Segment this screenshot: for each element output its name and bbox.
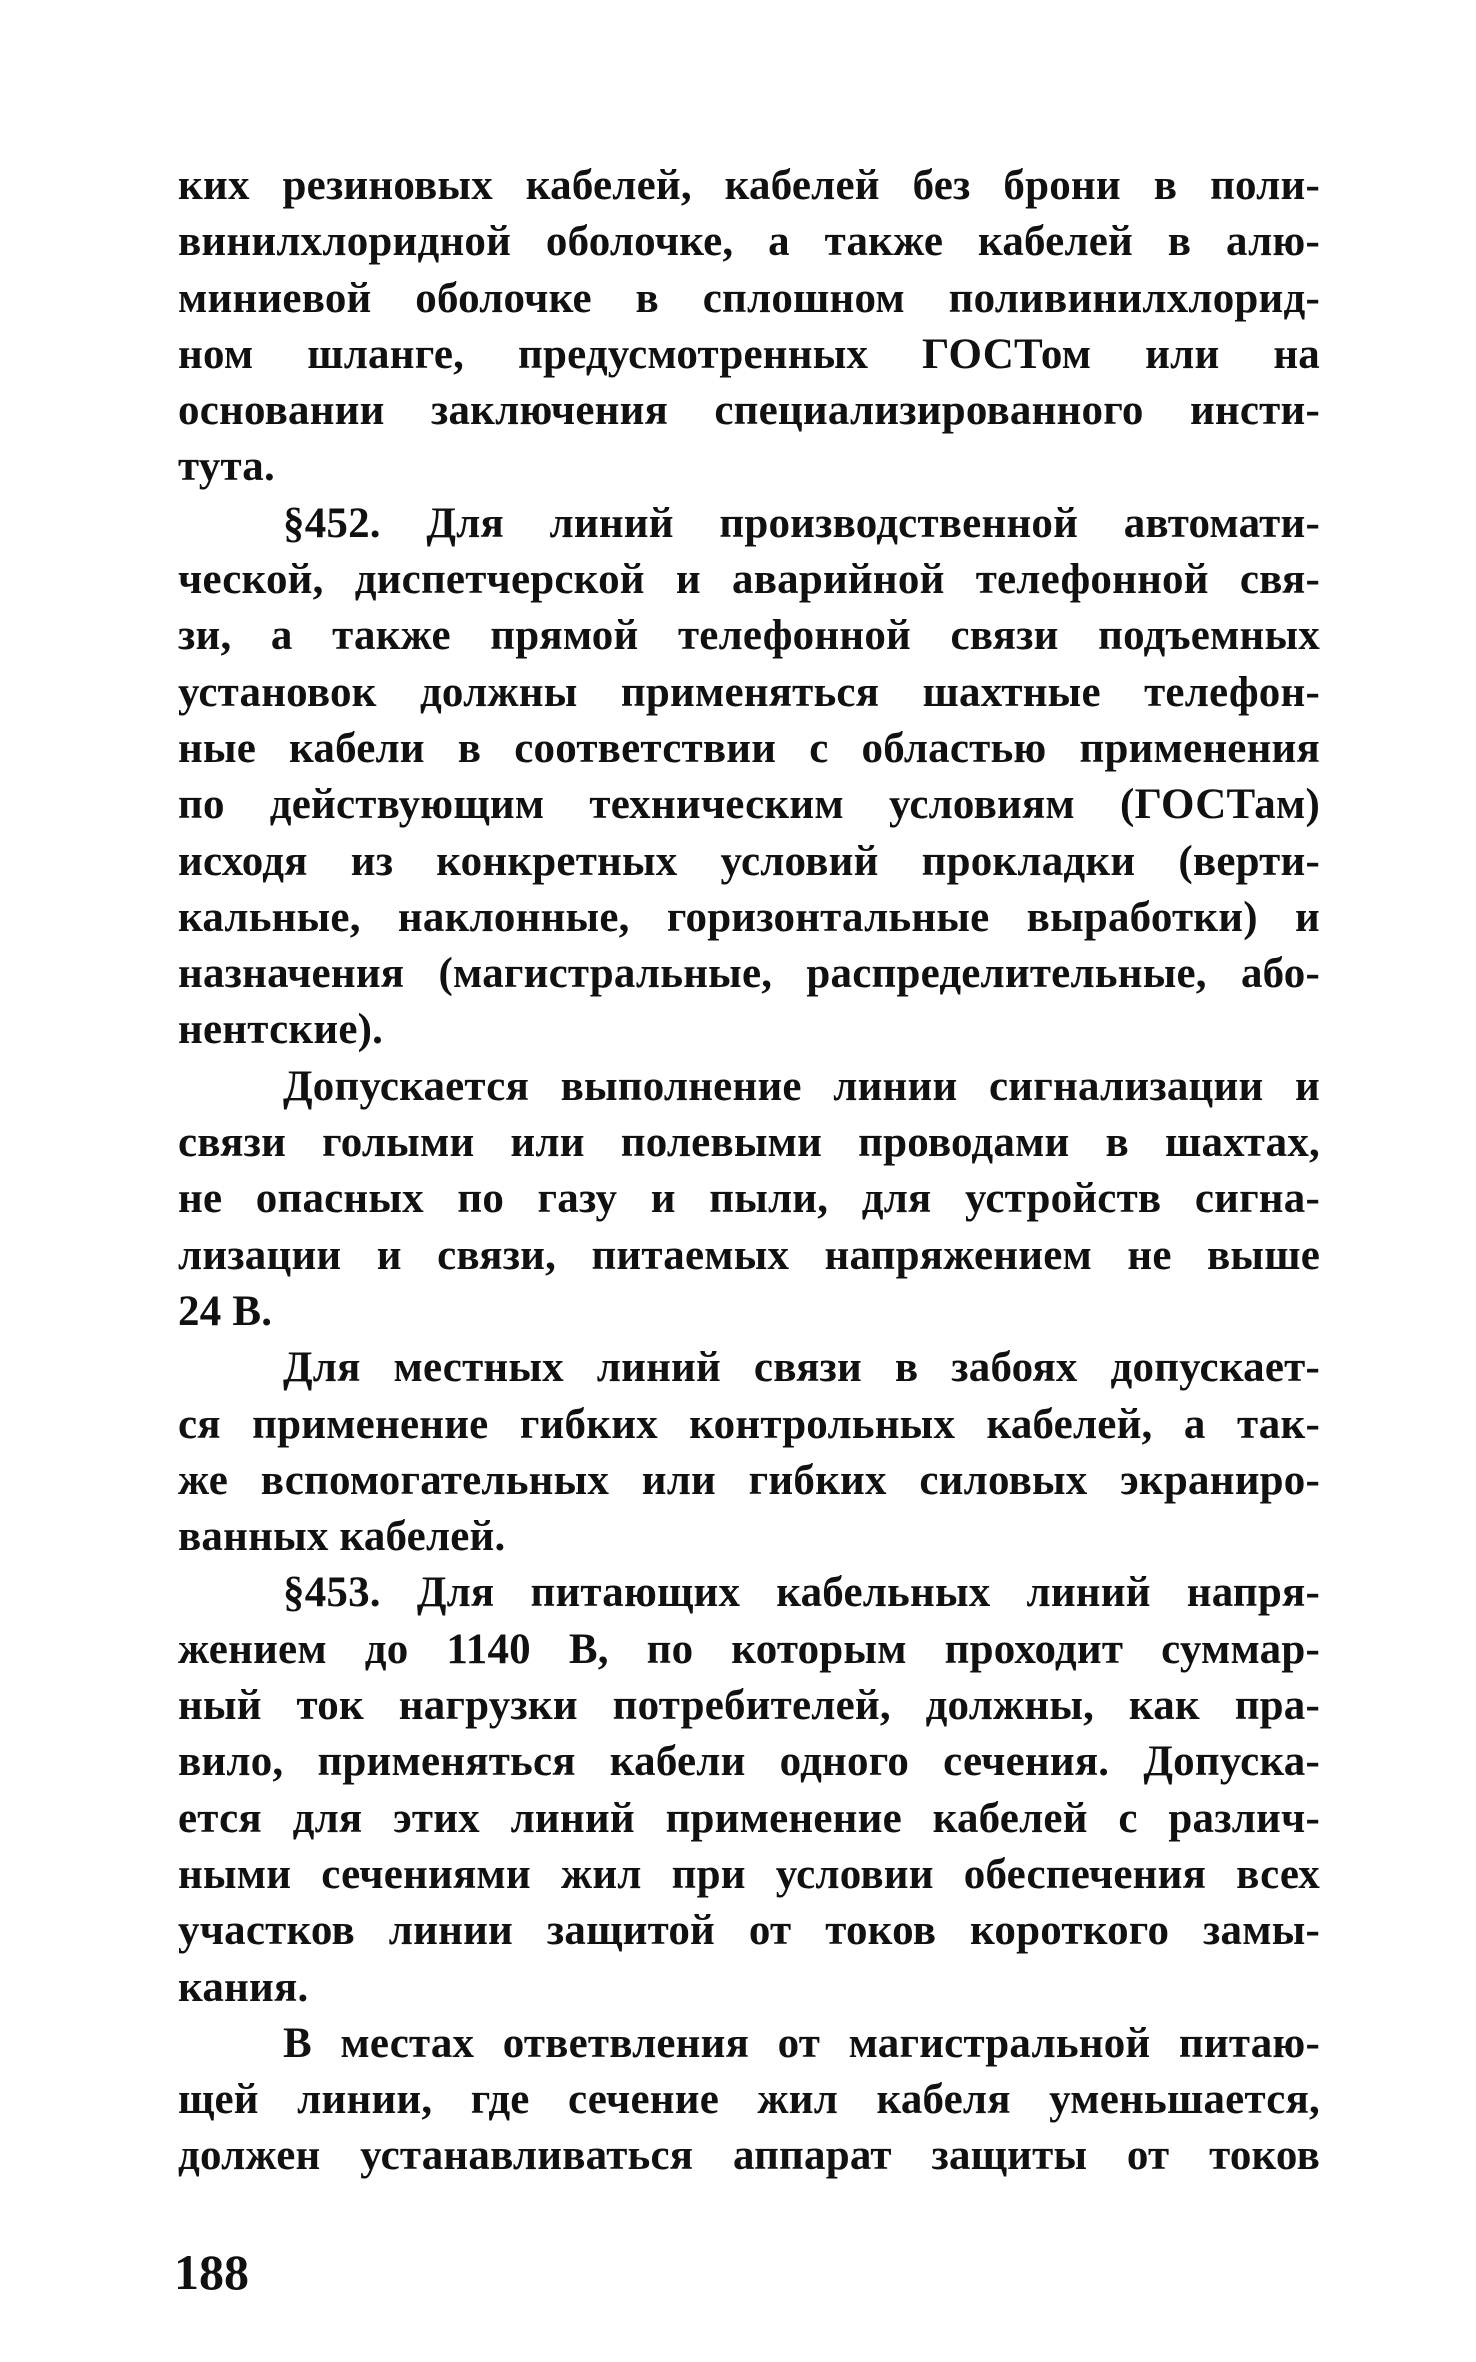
text-line: основании заключения специализированного инсти- <box>178 387 1320 435</box>
text-line: кальные, наклонные, горизонтальные выработки) и <box>178 893 1320 941</box>
text-line: ется для этих линий применение кабелей с различ- <box>178 1794 1320 1842</box>
paragraph-start: Допускается выполнение линии сигнализации и <box>283 1062 1320 1110</box>
text-line: не опасных по газу и пыли, для устройств сигна- <box>178 1175 1320 1223</box>
paragraph-453-start: §453. Для питающих кабельных линий напря- <box>283 1569 1320 1617</box>
text-line: же вспомогательных или гибких силовых экраниро- <box>178 1456 1320 1504</box>
text-line: назначения (магистральные, распределительные, або- <box>178 950 1320 998</box>
text-line: зи, а также прямой телефонной связи подъемных <box>178 612 1320 660</box>
text-line: ном шланге, предусмотренных ГОСТом или на <box>178 330 1320 378</box>
paragraph-start: Для местных линий связи в забоях допускает- <box>283 1344 1320 1392</box>
text-line: миниевой оболочке в сплошном поливинилхлорид- <box>178 274 1320 322</box>
text-line: по действующим техническим условиям (ГОСТам) <box>178 781 1320 829</box>
text-line: 24 В. <box>178 1287 273 1335</box>
text-line: нентские). <box>178 1006 384 1054</box>
text-line: винилхлоридной оболочке, а также кабелей в алю- <box>178 218 1320 266</box>
text-line: ческой, диспетчерской и аварийной телефонной свя- <box>178 556 1320 604</box>
text-line: жением до 1140 В, по которым проходит суммар- <box>178 1625 1320 1673</box>
text-line: ными сечениями жил при условии обеспечения всех <box>178 1850 1320 1898</box>
page-number: 188 <box>174 2244 249 2300</box>
text-line: участков линии защитой от токов короткого замы- <box>178 1907 1320 1955</box>
text-line: должен устанавливаться аппарат защиты от токов <box>178 2132 1320 2180</box>
text-line: щей линии, где сечение жил кабеля уменьшается, <box>178 2076 1320 2124</box>
text-line: кания. <box>178 1963 309 2011</box>
paragraph-start: В местах ответвления от магистральной питаю- <box>283 2019 1320 2067</box>
text-line: тута. <box>178 443 275 491</box>
text-line: ся применение гибких контрольных кабелей, а так- <box>178 1400 1320 1448</box>
text-line: ные кабели в соответствии с областью применения <box>178 724 1320 772</box>
paragraph-452-start: §452. Для линий производственной автомати- <box>283 499 1320 547</box>
text-line: лизации и связи, питаемых напряжением не выше <box>178 1231 1320 1279</box>
text-line: ный ток нагрузки потребителей, должны, как пра- <box>178 1682 1320 1730</box>
text-line: ванных кабелей. <box>178 1513 506 1561</box>
text-line: связи голыми или полевыми проводами в шахтах, <box>178 1119 1320 1167</box>
body-text <box>178 158 1320 2185</box>
text-line: ких резиновых кабелей, кабелей без брони в поли- <box>178 162 1320 209</box>
text-line: исходя из конкретных условий прокладки (верти- <box>178 837 1320 885</box>
text-line: вило, применяться кабели одного сечения. Допуска- <box>178 1738 1320 1786</box>
text-line: установок должны применяться шахтные телефон- <box>178 668 1320 716</box>
